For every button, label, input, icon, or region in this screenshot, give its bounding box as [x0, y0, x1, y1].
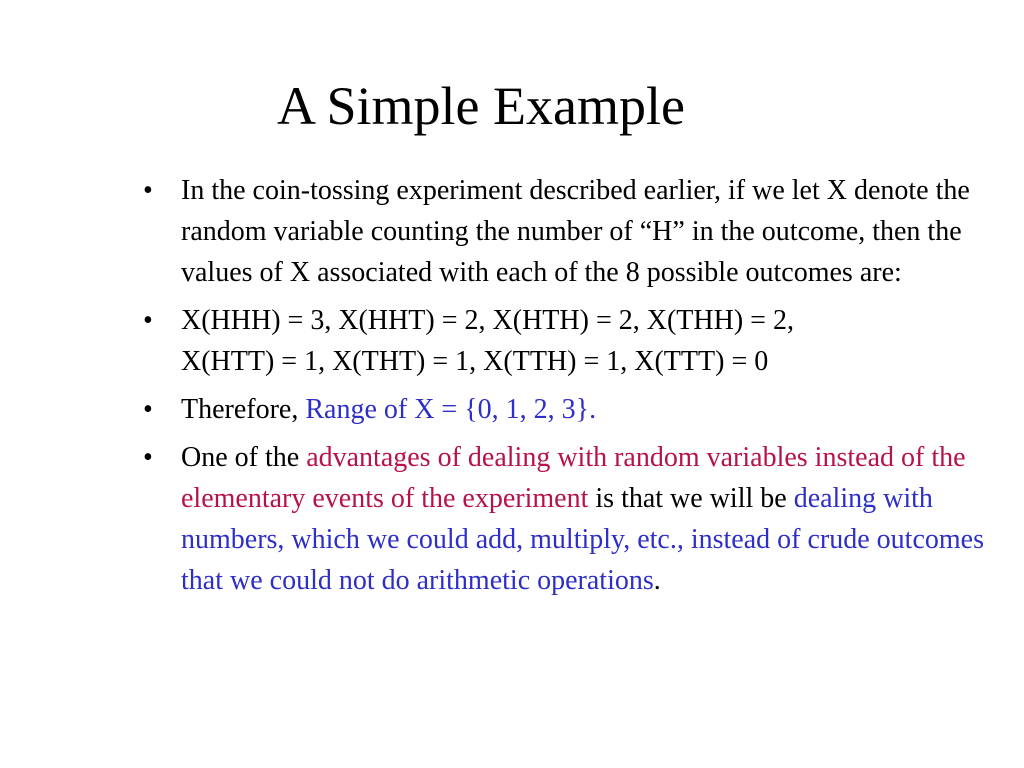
values-line-2: X(HTT) = 1, X(THT) = 1, X(TTH) = 1, X(TTT) = 0 — [181, 346, 769, 377]
bullet-icon: • — [143, 394, 153, 425]
advantages-blue-highlight: dealing with numbers, which we could add, multiply, etc., instead of crude outcomes that we could not do arithmetic operations — [181, 483, 984, 596]
bullet-text: In the coin-tossing experiment described earlier, if we let X denote the random variable counting the number of “H” in the outcome, then the values of X associated with each of the 8 possible outcomes are: — [181, 175, 970, 288]
advantages-text-2: is that we will be — [588, 483, 794, 514]
bullet-icon: • — [143, 442, 153, 473]
bullet-list — [143, 170, 993, 608]
bullet-icon: • — [143, 175, 153, 206]
advantages-red-highlight: advantages of dealing with random variables instead of the elementary events of the experiment — [181, 442, 966, 514]
range-prefix: Therefore, — [181, 394, 306, 425]
bullet-item-definition — [143, 170, 993, 293]
advantages-period: . — [653, 565, 661, 596]
bullet-item-range — [143, 389, 993, 430]
bullet-item-advantages — [143, 437, 993, 601]
advantages-text-1: One of the — [181, 442, 307, 473]
values-line-1: X(HHH) = 3, X(HHT) = 2, X(HTH) = 2, X(THH) = 2, — [181, 305, 794, 336]
bullet-icon: • — [143, 305, 153, 336]
range-highlight: Range of X = {0, 1, 2, 3}. — [305, 394, 597, 425]
slide-title: A Simple Example — [277, 76, 685, 136]
bullet-item-values — [143, 300, 993, 382]
